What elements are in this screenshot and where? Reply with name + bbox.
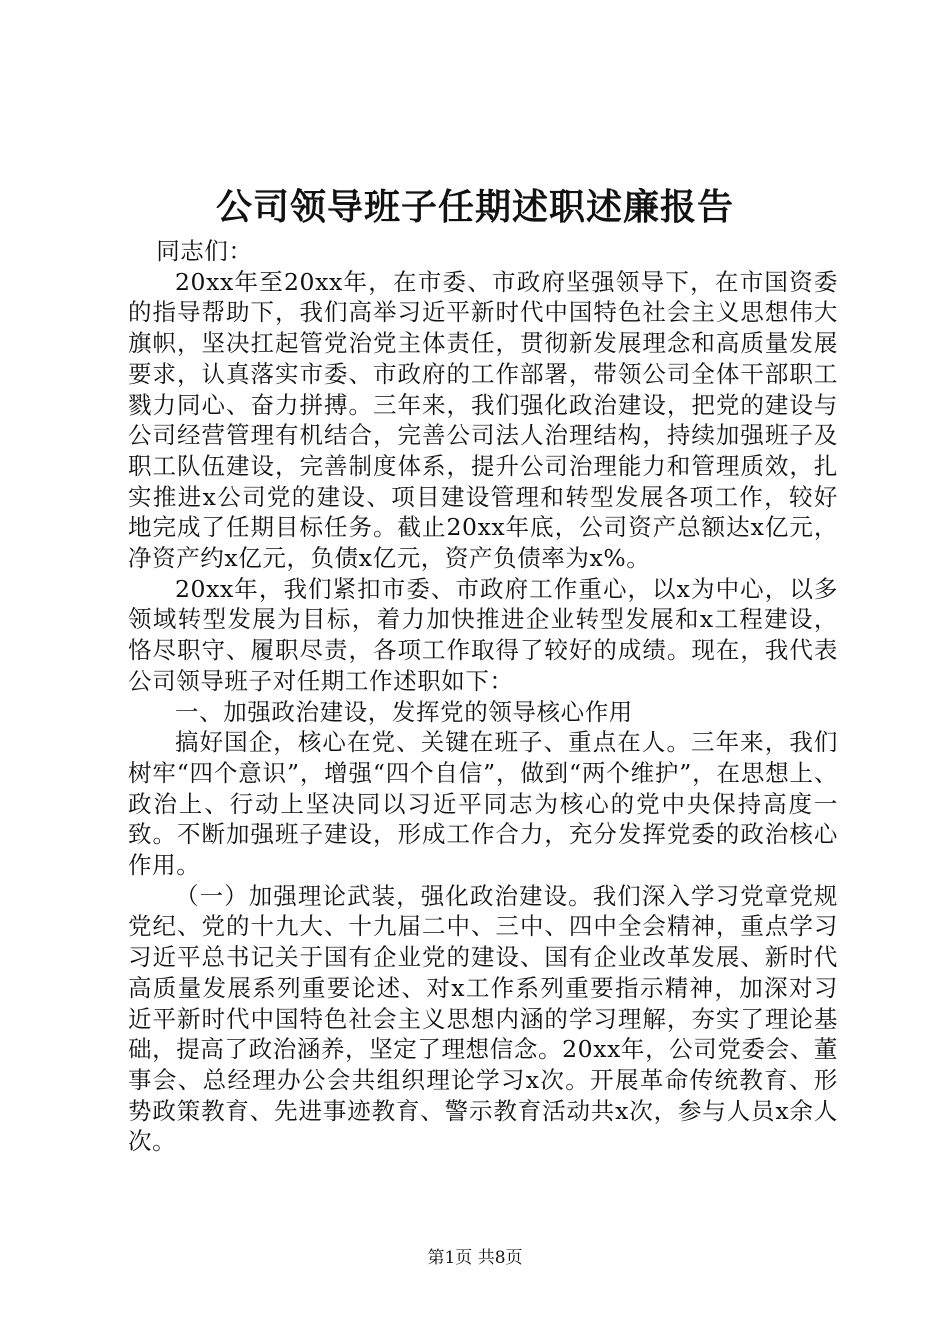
document-body (128, 236, 838, 1157)
section-heading-1: 一、加强政治建设，发挥党的领导核心作用 (175, 697, 633, 726)
paragraph-theory-study: （一）加强理论武装，强化政治建设。我们深入学习党章党规党纪、党的十九大、十九届二中、三中、四中全会精神，重点学习习近平总书记关于国有企业党的建设、国有企业改革发展、新时代高质量发展系列重要论述、对x工作系列重要指示精神，加深对习近平新时代中国特色社会主义思想内涵的学习理解，夯实了理论基础，提高了政治涵养，坚定了理想信念。20xx年，公司党委会、董事会、总经理办公会共组织理论学习x次。开展革命传统教育、形势政策教育、先进事迹教育、警示教育活动共x次，参与人员x余人次。 (128, 881, 838, 1156)
salutation: 同志们： (156, 237, 253, 265)
paragraph-intro: 20xx年至20xx年，在市委、市政府坚强领导下，在市国资委的指导帮助下，我们高举习近平新时代中国特色社会主义思想伟大旗帜，坚决扛起管党治党主体责任，贯彻新发展理念和高质量发展要求，认真落实市委、市政府的工作部署，带领公司全体干部职工戮力同心、奋力拼搏。三年来，我们强化政治建设，把党的建设与公司经营管理有机结合，完善公司法人治理结构，持续加强班子及职工队伍建设，完善制度体系，提升公司治理能力和管理质效，扎实推进x公司党的建设、项目建设管理和转型发展各项工作，较好地完成了任期目标任务。截止20xx年底，公司资产总额达x亿元，净资产约x亿元，负债x亿元，资产负债率为x%。 (128, 267, 838, 573)
document-title: 公司领导班子任期述职述廉报告 (215, 186, 734, 228)
paragraph-overview: 20xx年，我们紧扣市委、市政府工作重心，以x为中心，以多领域转型发展为目标，着力加快推进企业转型发展和x工程建设，恪尽职守、履职尽责，各项工作取得了较好的成绩。现在，我代表公司领导班子对任期工作述职如下： (128, 574, 838, 695)
page-footer: 第1页 共8页 (427, 1248, 523, 1268)
paragraph-party-leadership: 搞好国企，核心在党、关键在班子、重点在人。三年来，我们树牢“四个意识”，增强“四个自信”，做到“两个维护”，在思想上、政治上、行动上坚决同以习近平同志为核心的党中央保持高度一致。不断加强班子建设，形成工作合力，充分发挥党委的政治核心作用。 (128, 728, 838, 880)
